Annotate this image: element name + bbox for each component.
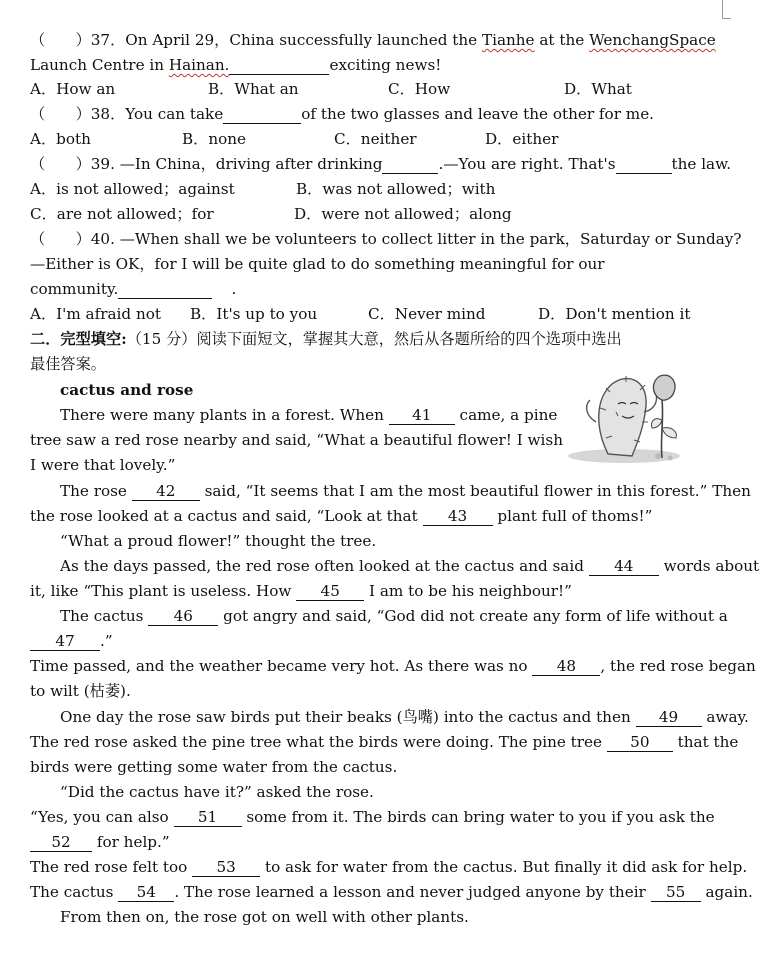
passage-p6-line1: Time passed, and the weather became very hot. As there was no 48 , the red rose began <box>30 657 756 675</box>
q39-options-row2 <box>30 204 705 226</box>
q40-option-c: C．Never mind <box>368 305 486 323</box>
word-hainan: Hainan. <box>168 56 230 74</box>
passage-p5-line2: 47 .” <box>30 631 705 653</box>
passage-p9-line1: “Yes, you can also 51 some from it. The birds can bring water to you if you ask the <box>30 808 715 826</box>
q40-option-b: B．It's up to you <box>190 305 318 323</box>
q37-option-d: D．What <box>564 80 632 98</box>
passage-p1-line2: tree saw a red rose nearby and said, “What a beautiful flower! I wish <box>30 431 563 449</box>
blank-45: 45 <box>296 582 364 601</box>
passage-p10-line1: The red rose felt too 53 to ask for water from the cactus. But finally it did ask for help. <box>30 858 748 876</box>
q40-stem-line3: community. . <box>30 280 237 298</box>
passage-p10-line2: The cactus 54 . The rose learned a lesson and never judged anyone by their 55 again. <box>30 883 753 901</box>
q40-stem: （ ）40. —When shall we be volunteers to collect litter in the park，Saturday or Sunday? <box>30 230 742 248</box>
q37-option-b: B．What an <box>208 80 299 98</box>
q37-blank <box>229 56 329 75</box>
passage-title: cactus and rose <box>60 381 194 399</box>
blank-41: 41 <box>389 406 455 425</box>
q39-option-c: C．are not allowed；for <box>30 205 214 223</box>
passage-p3: “What a proud flower!” thought the tree. <box>60 532 377 550</box>
passage-p7-line3: birds were getting some water from the cactus. <box>30 758 398 776</box>
q38-option-d: D．either <box>485 130 559 148</box>
section2-heading: 二．完型填空:（15 分）阅读下面短文，掌握其大意，然后从各题所给的四个选项中选出 <box>30 330 622 348</box>
blank-44: 44 <box>589 557 659 576</box>
q37-option-a: A．How an <box>30 80 116 98</box>
passage-p8: “Did the cactus have it?” asked the rose. <box>60 783 374 801</box>
blank-47: 47 <box>30 632 100 651</box>
q40-stem-line2: —Either is OK，for I will be quite glad to do something meaningful for our <box>30 255 605 273</box>
passage-p6-line2: to wilt (枯萎). <box>30 682 131 700</box>
word-wenchang: WenchangSpace <box>589 31 716 49</box>
passage-p9-line2: 52 for help.” <box>30 832 705 854</box>
passage-p11: From then on, the rose got on well with other plants. <box>60 908 469 926</box>
q40-option-d: D．Don't mention it <box>538 305 691 323</box>
word-tianhe: Tianhe <box>481 31 535 49</box>
blank-52: 52 <box>30 833 92 852</box>
q37-options <box>30 79 705 101</box>
q37-option-c: C．How <box>388 80 451 98</box>
passage-p1-line3: I were that lovely.” <box>30 456 176 474</box>
page-corner-mark <box>722 0 731 19</box>
q40-blank <box>118 280 212 299</box>
q39-options-row1 <box>30 179 705 201</box>
blank-51: 51 <box>174 808 242 827</box>
q39-stem: （ ）39. —In China，driving after drinking .—You are right. That's the law. <box>30 155 732 173</box>
q39-blank-1 <box>382 155 438 174</box>
q38-stem: （ ）38．You can take of the two glasses and leave the other for me. <box>30 105 655 123</box>
q38-blank <box>223 105 301 124</box>
blank-53: 53 <box>192 858 260 877</box>
blank-42: 42 <box>132 482 200 501</box>
passage-p4-line2: it, like “This plant is useless. How 45 I am to be his neighbour!” <box>30 582 572 600</box>
blank-43: 43 <box>423 507 493 526</box>
blank-48: 48 <box>532 657 600 676</box>
q38-option-a: A．both <box>30 130 91 148</box>
q37-stem-line2: Launch Centre in Hainan. exciting news! <box>30 56 442 74</box>
passage-p2-line2: the rose looked at a cactus and said, “Look at that 43 plant full of thoms!” <box>30 507 653 525</box>
q39-option-d: D．were not allowed；along <box>294 205 512 223</box>
passage-p2-line1: The rose 42 said, “It seems that I am the most beautiful flower in this forest.” Then <box>60 482 751 500</box>
q40-option-a: A．I'm afraid not <box>30 305 161 323</box>
q37-stem: （ ）37．On April 29，China successfully launched the Tianhe at the WenchangSpace <box>30 31 716 49</box>
q38-option-c: C．neither <box>334 130 417 148</box>
q40-options <box>30 304 705 326</box>
q38-option-b: B．none <box>182 130 247 148</box>
blank-54: 54 <box>118 883 174 902</box>
passage-p7-line2: The red rose asked the pine tree what the birds were doing. The pine tree 50 that the <box>30 733 739 751</box>
blank-55: 55 <box>651 883 701 902</box>
section2-heading-line2: 最佳答案。 <box>30 355 106 373</box>
q39-option-b: B．was not allowed；with <box>296 180 496 198</box>
passage-p7-line1: One day the rose saw birds put their beaks (鸟嘴) into the cactus and then 49 away. <box>60 708 749 726</box>
q39-blank-2 <box>616 155 672 174</box>
passage-p4-line1: As the days passed, the red rose often looked at the cactus and said 44 words about <box>60 557 759 575</box>
blank-46: 46 <box>148 607 218 626</box>
passage-p1-line1: There were many plants in a forest. When 41 came, a pine <box>60 406 558 424</box>
passage-p5-line1: The cactus 46 got angry and said, “God did not create any form of life without a <box>60 607 728 625</box>
q38-options <box>30 129 705 151</box>
blank-49: 49 <box>636 708 702 727</box>
blank-50: 50 <box>607 733 673 752</box>
q39-option-a: A．is not allowed；against <box>30 180 235 198</box>
